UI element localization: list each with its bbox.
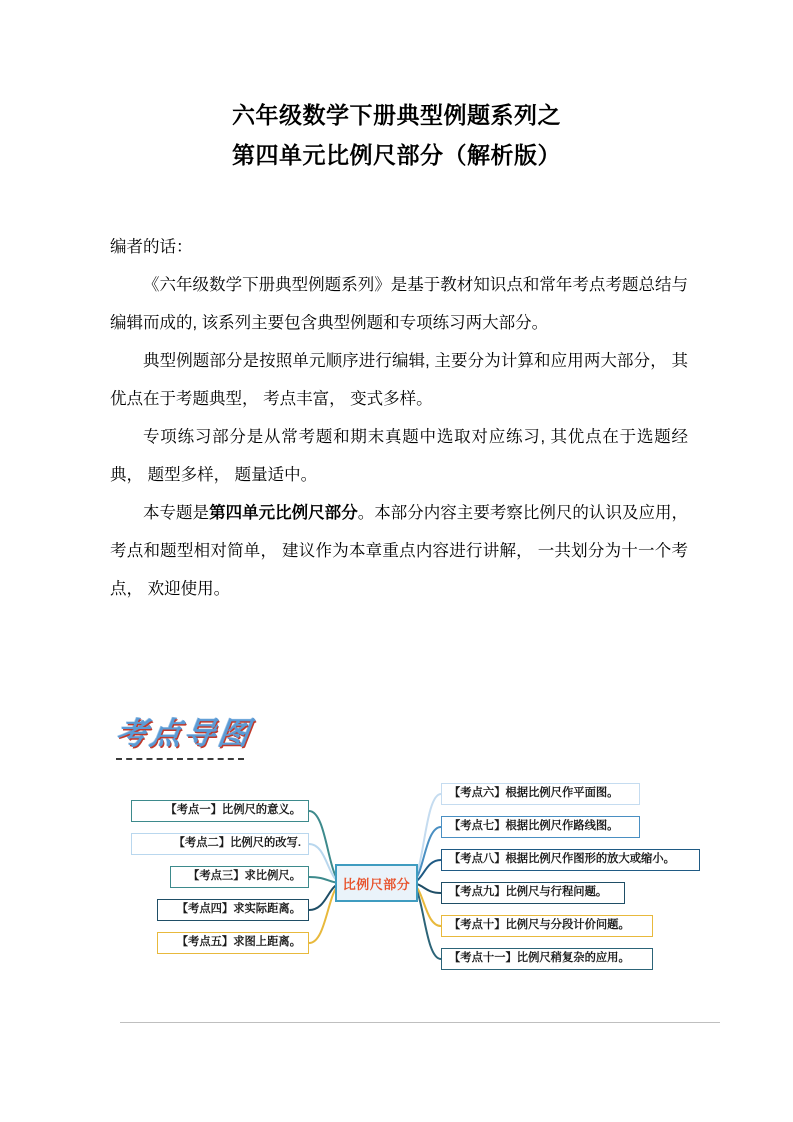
section-heading-underline xyxy=(116,758,244,760)
mindmap-node-label: 【考点四】求实际距离。 xyxy=(176,903,301,916)
section-heading-text: 考点导图 xyxy=(113,716,255,751)
mindmap-node-label: 【考点十一】比例尺稍复杂的应用。 xyxy=(449,952,630,965)
mindmap-node-1[interactable] xyxy=(131,800,309,822)
preface-paragraph-2: 典型例题部分是按照单元顺序进行编辑, 主要分为计算和应用两大部分， 其优点在于考题典型， 考点丰富， 变式多样。 xyxy=(110,352,688,408)
mindmap-node-label: 【考点八】根据比例尺作图形的放大或缩小。 xyxy=(449,853,675,866)
mindmap-node-label: 【考点二】比例尺的改写. xyxy=(173,837,301,850)
mindmap-node-label: 【考点三】求比例尺。 xyxy=(188,870,301,883)
preface-paragraph-4 xyxy=(110,494,688,608)
mindmap-node-label: 【考点十】比例尺与分段计价问题。 xyxy=(449,919,630,932)
mindmap-node-label: 【考点七】根据比例尺作路线图。 xyxy=(449,820,619,833)
preface-body xyxy=(110,228,688,608)
final-para-emphasis: 第四单元比例尺部分 xyxy=(209,504,358,522)
page-title xyxy=(0,95,793,175)
mindmap-center-node[interactable] xyxy=(335,864,418,902)
mindmap-node-9[interactable] xyxy=(441,882,625,904)
mindmap-node-label: 【考点六】根据比例尺作平面图。 xyxy=(449,787,619,800)
title-line-2: 第四单元比例尺部分（解析版） xyxy=(232,142,561,168)
mindmap-node-11[interactable] xyxy=(441,948,653,970)
mindmap-node-8[interactable] xyxy=(441,849,700,871)
footer-separator xyxy=(120,1022,720,1023)
mindmap-node-7[interactable] xyxy=(441,816,640,838)
section-heading-wordart xyxy=(113,716,416,752)
mindmap-node-label: 【考点九】比例尺与行程问题。 xyxy=(449,886,608,899)
final-para-lead: 本专题是 xyxy=(143,504,210,522)
mindmap-node-4[interactable] xyxy=(157,899,309,921)
mindmap-node-2[interactable] xyxy=(131,833,309,855)
title-line-1: 六年级数学下册典型例题系列之 xyxy=(232,102,561,128)
final-para-tail: 。本部分内容主要考察比例尺的认识及应用， 考点和题型相对简单， 建议作为本章重点内容进行讲解， 一共划分为十一个考点， 欢迎使用。 xyxy=(110,504,688,598)
mindmap-node-label: 【考点五】求图上距离。 xyxy=(176,936,301,949)
mindmap-node-5[interactable] xyxy=(157,932,309,954)
mindmap-center-label: 比例尺部分 xyxy=(342,876,411,892)
preface-label: 编者的话： xyxy=(110,238,193,256)
preface-paragraph-1: 《六年级数学下册典型例题系列》是基于教材知识点和常年考点考题总结与编辑而成的, 该系列主要包含典型例题和专项练习两大部分。 xyxy=(110,276,688,332)
preface-paragraph-3: 专项练习部分是从常考题和期末真题中选取对应练习, 其优点在于选题经典， 题型多样， 题量适中。 xyxy=(110,428,688,484)
mindmap xyxy=(0,778,793,1018)
mindmap-node-label: 【考点一】比例尺的意义。 xyxy=(165,804,301,817)
mindmap-node-6[interactable] xyxy=(441,783,640,805)
mindmap-node-10[interactable] xyxy=(441,915,653,937)
mindmap-node-3[interactable] xyxy=(170,866,309,888)
